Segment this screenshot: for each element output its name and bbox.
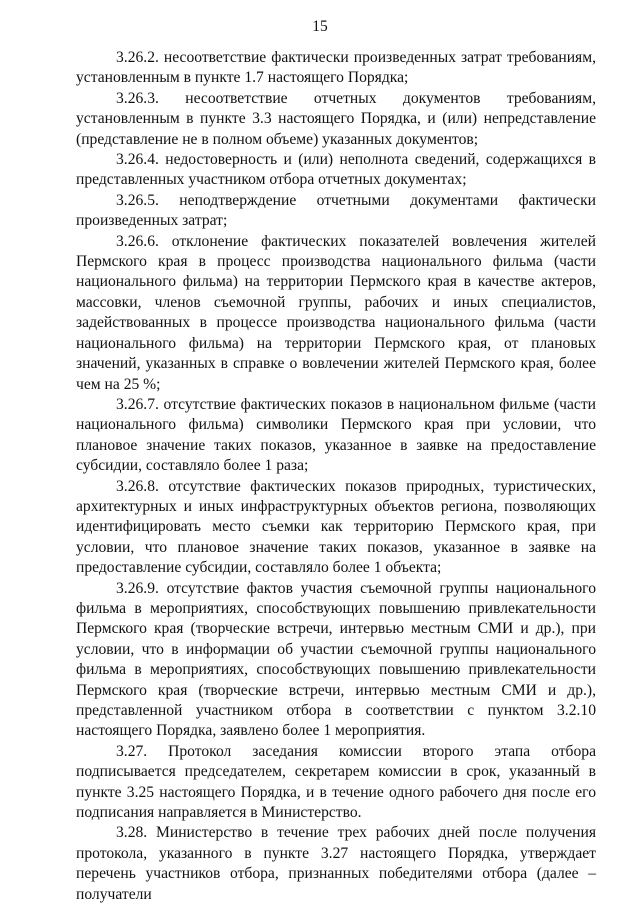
paragraph-3-26-2: 3.26.2. несоответствие фактически произведенных затрат требованиям, установленным в пункте 1.7 настоящего Порядка; [76,49,596,87]
paragraph-3-26-9: 3.26.9. отсутствие фактов участия съемочной группы национального фильма в мероприятиях, способствующих повышению привлекательности Пермского края (творческие встречи, интервью местным СМИ и др.), при условии, что в информации об участии съемочной группы национального фильма в мероприятиях, способствующих повышению привлекательности Пермского края (творческие встречи, интервью местным СМИ и др.), представленной участником отбора в соответствии с пунктом 3.2.10 настоящего Порядка, заявлено более 1 мероприятия. [76,579,596,740]
page-number: 15 [312,18,328,35]
paragraph-3-26-5: 3.26.5. неподтверждение отчетными документами фактически произведенных затрат; [76,191,596,230]
paragraph-3-26-3: 3.26.3. несоответствие отчетных документов требованиям, установленным в пункте 3.3 настоящего Порядка, и (или) непредставление (представление не в полном объеме) указанных документов; [76,89,596,148]
document-body [76,48,596,905]
paragraph-3-28: 3.28. Министерство в течение трех рабочих дней после получения протокола, указанного в пункте 3.27 настоящего Порядка, утверждает перечень участников отбора, признанных победителями отбора (далее – получатели [76,824,596,903]
paragraph-3-27: 3.27. Протокол заседания комиссии второго этапа отбора подписывается председателем, секретарем комиссии в срок, указанный в пункте 3.25 настоящего Порядка, и в течение одного рабочего дня после его подписания направляется в Министерство. [76,742,596,822]
paragraph-3-26-4: 3.26.4. недостоверность и (или) неполнота сведений, содержащихся в представленных участником отбора отчетных документах; [76,151,596,189]
paragraph-3-26-6: 3.26.6. отклонение фактических показателей вовлечения жителей Пермского края в процесс производства национального фильма (части национального фильма) на территории Пермского края в качестве актеров, массовки, членов съемочной группы, рабочих и иных специалистов, задействованных в процессе производства национального фильма (части национального фильма) на территории Пермского края, от плановых значений, указанных в справке о вовлечении жителей Пермского края, более чем на 25 %; [76,232,596,393]
paragraph-3-26-7: 3.26.7. отсутствие фактических показов в национальном фильме (части национального фильма) символики Пермского края при условии, что плановое значение таких показов, указанное в заявке на предоставление субсидии, составляло более 1 раза; [76,395,596,475]
paragraph-3-26-8: 3.26.8. отсутствие фактических показов природных, туристических, архитектурных и иных инфраструктурных объектов региона, позволяющих идентифицировать место съемки как территорию Пермского края, при условии, что плановое значение таких показов, указанное в заявке на предоставление субсидии, составляло более 1 объекта; [76,477,596,577]
